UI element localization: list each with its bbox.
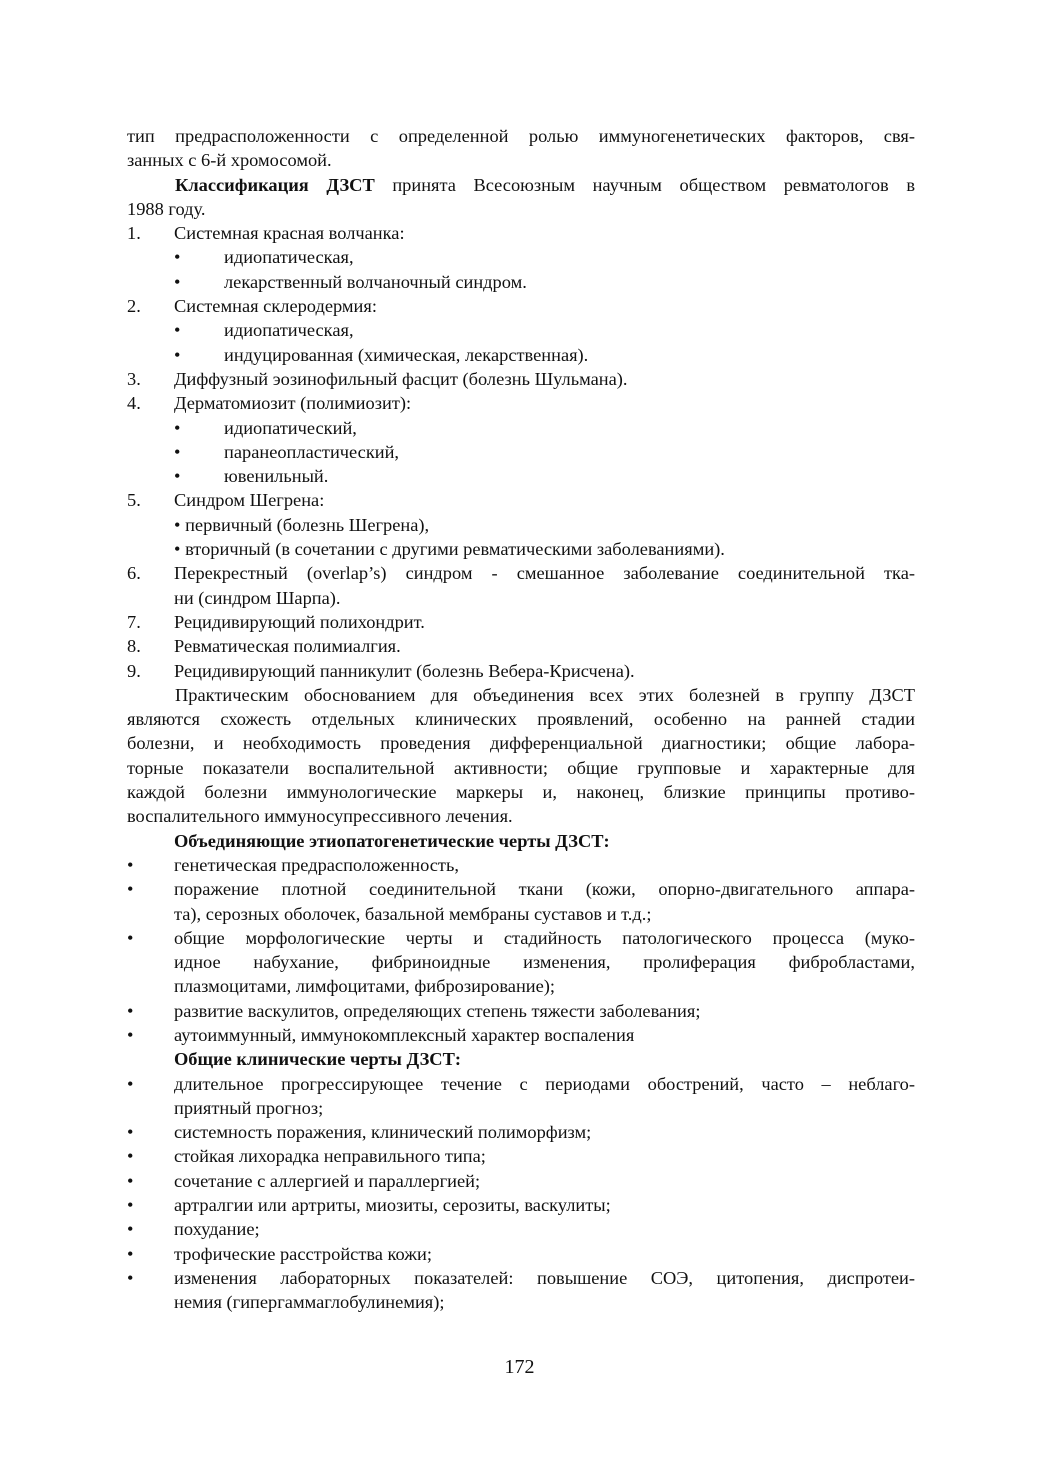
bullet-item-text: поражение плотной соединительной ткани (кожи, опорно-двигательного аппара-: [174, 879, 915, 900]
bullet-item-block: [174, 877, 915, 926]
bullet-item-block: [174, 1266, 915, 1315]
sub-item-text: паранеопластический,: [224, 441, 400, 462]
rationale-line: болезни, и необходимость проведения дифференциальной диагностики; общие лабора-: [127, 733, 915, 754]
bullet-item-text: плазмоцитами, лимфоцитами, фиброзирование);: [174, 976, 556, 997]
numbered-item: [127, 221, 915, 245]
numbered-item: [127, 367, 915, 391]
bullet-item-text: артралгии или артриты, миозиты, серозиты, васкулиты;: [174, 1195, 611, 1216]
classification-title-text: принята Всесоюзным научным обществом ревматологов в: [374, 174, 915, 195]
bullet-item-text: немия (гипергаммаглобулинемия);: [174, 1292, 445, 1313]
bullet-icon: •: [174, 417, 181, 438]
sub-item: [127, 245, 915, 269]
bullet-item-text: генетическая предрасположенность,: [174, 854, 459, 875]
bullet-icon: •: [127, 1267, 134, 1288]
etiology-item: [127, 999, 915, 1023]
sub-item-text: вторичный (в сочетании с другими ревматическими заболеваниями).: [185, 539, 725, 560]
bullet-item-text: сочетание с аллергией и параллергией;: [174, 1170, 481, 1191]
bullet-item-text: аутоиммунный, иммунокомплексный характер воспаления: [174, 1024, 635, 1045]
bullet-icon: •: [174, 441, 181, 462]
etiology-item: [127, 926, 915, 999]
sub-item-text: индуцированная (химическая, лекарственная).: [224, 344, 589, 365]
sub-item-text: идиопатическая,: [224, 247, 354, 268]
clinical-item: [127, 1242, 915, 1266]
item-text: Диффузный эозинофильный фасцит (болезнь Шульмана).: [174, 368, 628, 389]
bullet-item-text: стойкая лихорадка неправильного типа;: [174, 1146, 486, 1167]
bullet-icon: •: [174, 539, 181, 560]
item-text: Синдром Шегрена:: [174, 490, 325, 511]
bullet-icon: •: [127, 1170, 134, 1191]
numbered-item: [127, 488, 915, 512]
bullet-icon: •: [127, 1000, 134, 1021]
bullet-item-text: идное набухание, фибриноидные изменения, пролиферация фибробластами,: [174, 952, 915, 973]
numbered-item: [127, 561, 915, 610]
clinical-item: [127, 1169, 915, 1193]
bullet-item-text: та), серозных оболочек, базальной мембраны суставов и т.д.;: [174, 903, 652, 924]
bullet-icon: •: [127, 1122, 134, 1143]
numbered-item: [127, 659, 915, 683]
clinical-item: [127, 1120, 915, 1144]
intro-line: тип предрасположенности с определенной ролью иммуногенетических факторов, свя-: [127, 126, 915, 146]
item-text: Рецидивирующий панникулит (болезнь Вебера-Крисчена).: [174, 660, 635, 681]
item-text: ни (синдром Шарпа).: [174, 587, 341, 608]
item-number: 8.: [127, 636, 141, 657]
sub-item-text: лекарственный волчаночный синдром.: [224, 271, 527, 292]
item-number: 2.: [127, 296, 141, 317]
etiology-item: [127, 853, 915, 877]
classification-title-cont: 1988 году.: [127, 198, 206, 219]
bullet-icon: •: [174, 247, 181, 268]
bullet-icon: •: [174, 466, 181, 487]
item-text: Перекрестный (overlap’s) синдром - смешанное заболевание соединительной тка-: [174, 563, 915, 584]
bullet-item-text: похудание;: [174, 1219, 260, 1240]
etiology-item: [127, 877, 915, 926]
sub-item: [127, 270, 915, 294]
clinical-item: [127, 1144, 915, 1168]
etiology-heading: Объединяющие этиопатогенетические черты ДЗСТ:: [174, 830, 610, 851]
sub-item-text: идиопатическая,: [224, 320, 354, 341]
intro-line: занных с 6-й хромосомой.: [127, 150, 332, 171]
rationale-line: Практическим обоснованием для объединения всех этих болезней в группу ДЗСТ: [175, 684, 915, 705]
sub-item-text: ювенильный.: [224, 466, 329, 487]
item-text: Рецидивирующий полихондрит.: [174, 611, 425, 632]
numbered-item: [127, 391, 915, 415]
rationale-line: каждой болезни иммунологические маркеры и, наконец, близкие принципы противо-: [127, 782, 915, 803]
bullet-item-text: развитие васкулитов, определяющих степень тяжести заболевания;: [174, 1000, 701, 1021]
bullet-item-text: трофические расстройства кожи;: [174, 1243, 432, 1264]
numbered-item: [127, 610, 915, 634]
bullet-icon: •: [127, 927, 134, 948]
rationale-line: торные показатели воспалительной активности; общие групповые и характерные для: [127, 757, 915, 778]
bullet-icon: •: [127, 1073, 134, 1094]
bullet-icon: •: [127, 1195, 134, 1216]
page-body: [127, 124, 915, 1315]
item-number: 7.: [127, 611, 141, 632]
clinical-item: [127, 1266, 915, 1315]
bullet-item-text: общие морфологические черты и стадийность патологического процесса (муко-: [174, 927, 915, 948]
sub-item-inline: [127, 537, 915, 561]
bullet-icon: •: [127, 1243, 134, 1264]
sub-item-text: идиопатический,: [224, 417, 357, 438]
clinical-item: [127, 1072, 915, 1121]
sub-item: [127, 318, 915, 342]
item-text-block: [174, 561, 915, 610]
item-number: 1.: [127, 223, 141, 244]
bullet-icon: •: [174, 320, 181, 341]
item-text: Системная красная волчанка:: [174, 223, 405, 244]
etiology-item: [127, 1023, 915, 1047]
item-number: 9.: [127, 660, 141, 681]
bullet-item-block: [174, 1072, 915, 1121]
clinical-item: [127, 1193, 915, 1217]
sub-item: [127, 343, 915, 367]
classification-title-bold: Классификация ДЗСТ: [175, 174, 375, 195]
bullet-icon: •: [174, 271, 181, 292]
bullet-icon: •: [127, 879, 134, 900]
sub-item: [127, 416, 915, 440]
bullet-icon: •: [174, 514, 181, 535]
item-text: Ревматическая полимиалгия.: [174, 636, 401, 657]
bullet-icon: •: [174, 344, 181, 365]
page-number: 172: [504, 1356, 535, 1378]
bullet-icon: •: [127, 1024, 134, 1045]
bullet-icon: •: [127, 854, 134, 875]
item-number: 3.: [127, 368, 141, 389]
item-text: Системная склеродермия:: [174, 296, 377, 317]
bullet-item-text: изменения лабораторных показателей: повышение СОЭ, цитопения, диспротеи-: [174, 1267, 915, 1288]
sub-item: [127, 464, 915, 488]
item-text: Дерматомиозит (полимиозит):: [174, 393, 412, 414]
classification-title: [127, 173, 915, 197]
sub-item-text: первичный (болезнь Шегрена),: [185, 514, 430, 535]
bullet-icon: •: [127, 1146, 134, 1167]
bullet-item-text: системность поражения, клинический полиморфизм;: [174, 1122, 592, 1143]
item-number: 5.: [127, 490, 141, 511]
bullet-item-block: [174, 926, 915, 999]
item-number: 4.: [127, 393, 141, 414]
item-number: 6.: [127, 563, 141, 584]
sub-item-inline: [127, 513, 915, 537]
numbered-item: [127, 294, 915, 318]
clinical-heading: Общие клинические черты ДЗСТ:: [174, 1049, 461, 1070]
sub-item: [127, 440, 915, 464]
rationale-line: являются схожесть отдельных клинических проявлений, особенно на ранней стадии: [127, 709, 915, 730]
bullet-item-text: приятный прогноз;: [174, 1097, 324, 1118]
bullet-icon: •: [127, 1219, 134, 1240]
bullet-item-text: длительное прогрессирующее течение с периодами обострений, часто – неблаго-: [174, 1073, 915, 1094]
clinical-item: [127, 1217, 915, 1241]
rationale-line: воспалительного иммуносупрессивного лечения.: [127, 806, 513, 827]
numbered-item: [127, 634, 915, 658]
